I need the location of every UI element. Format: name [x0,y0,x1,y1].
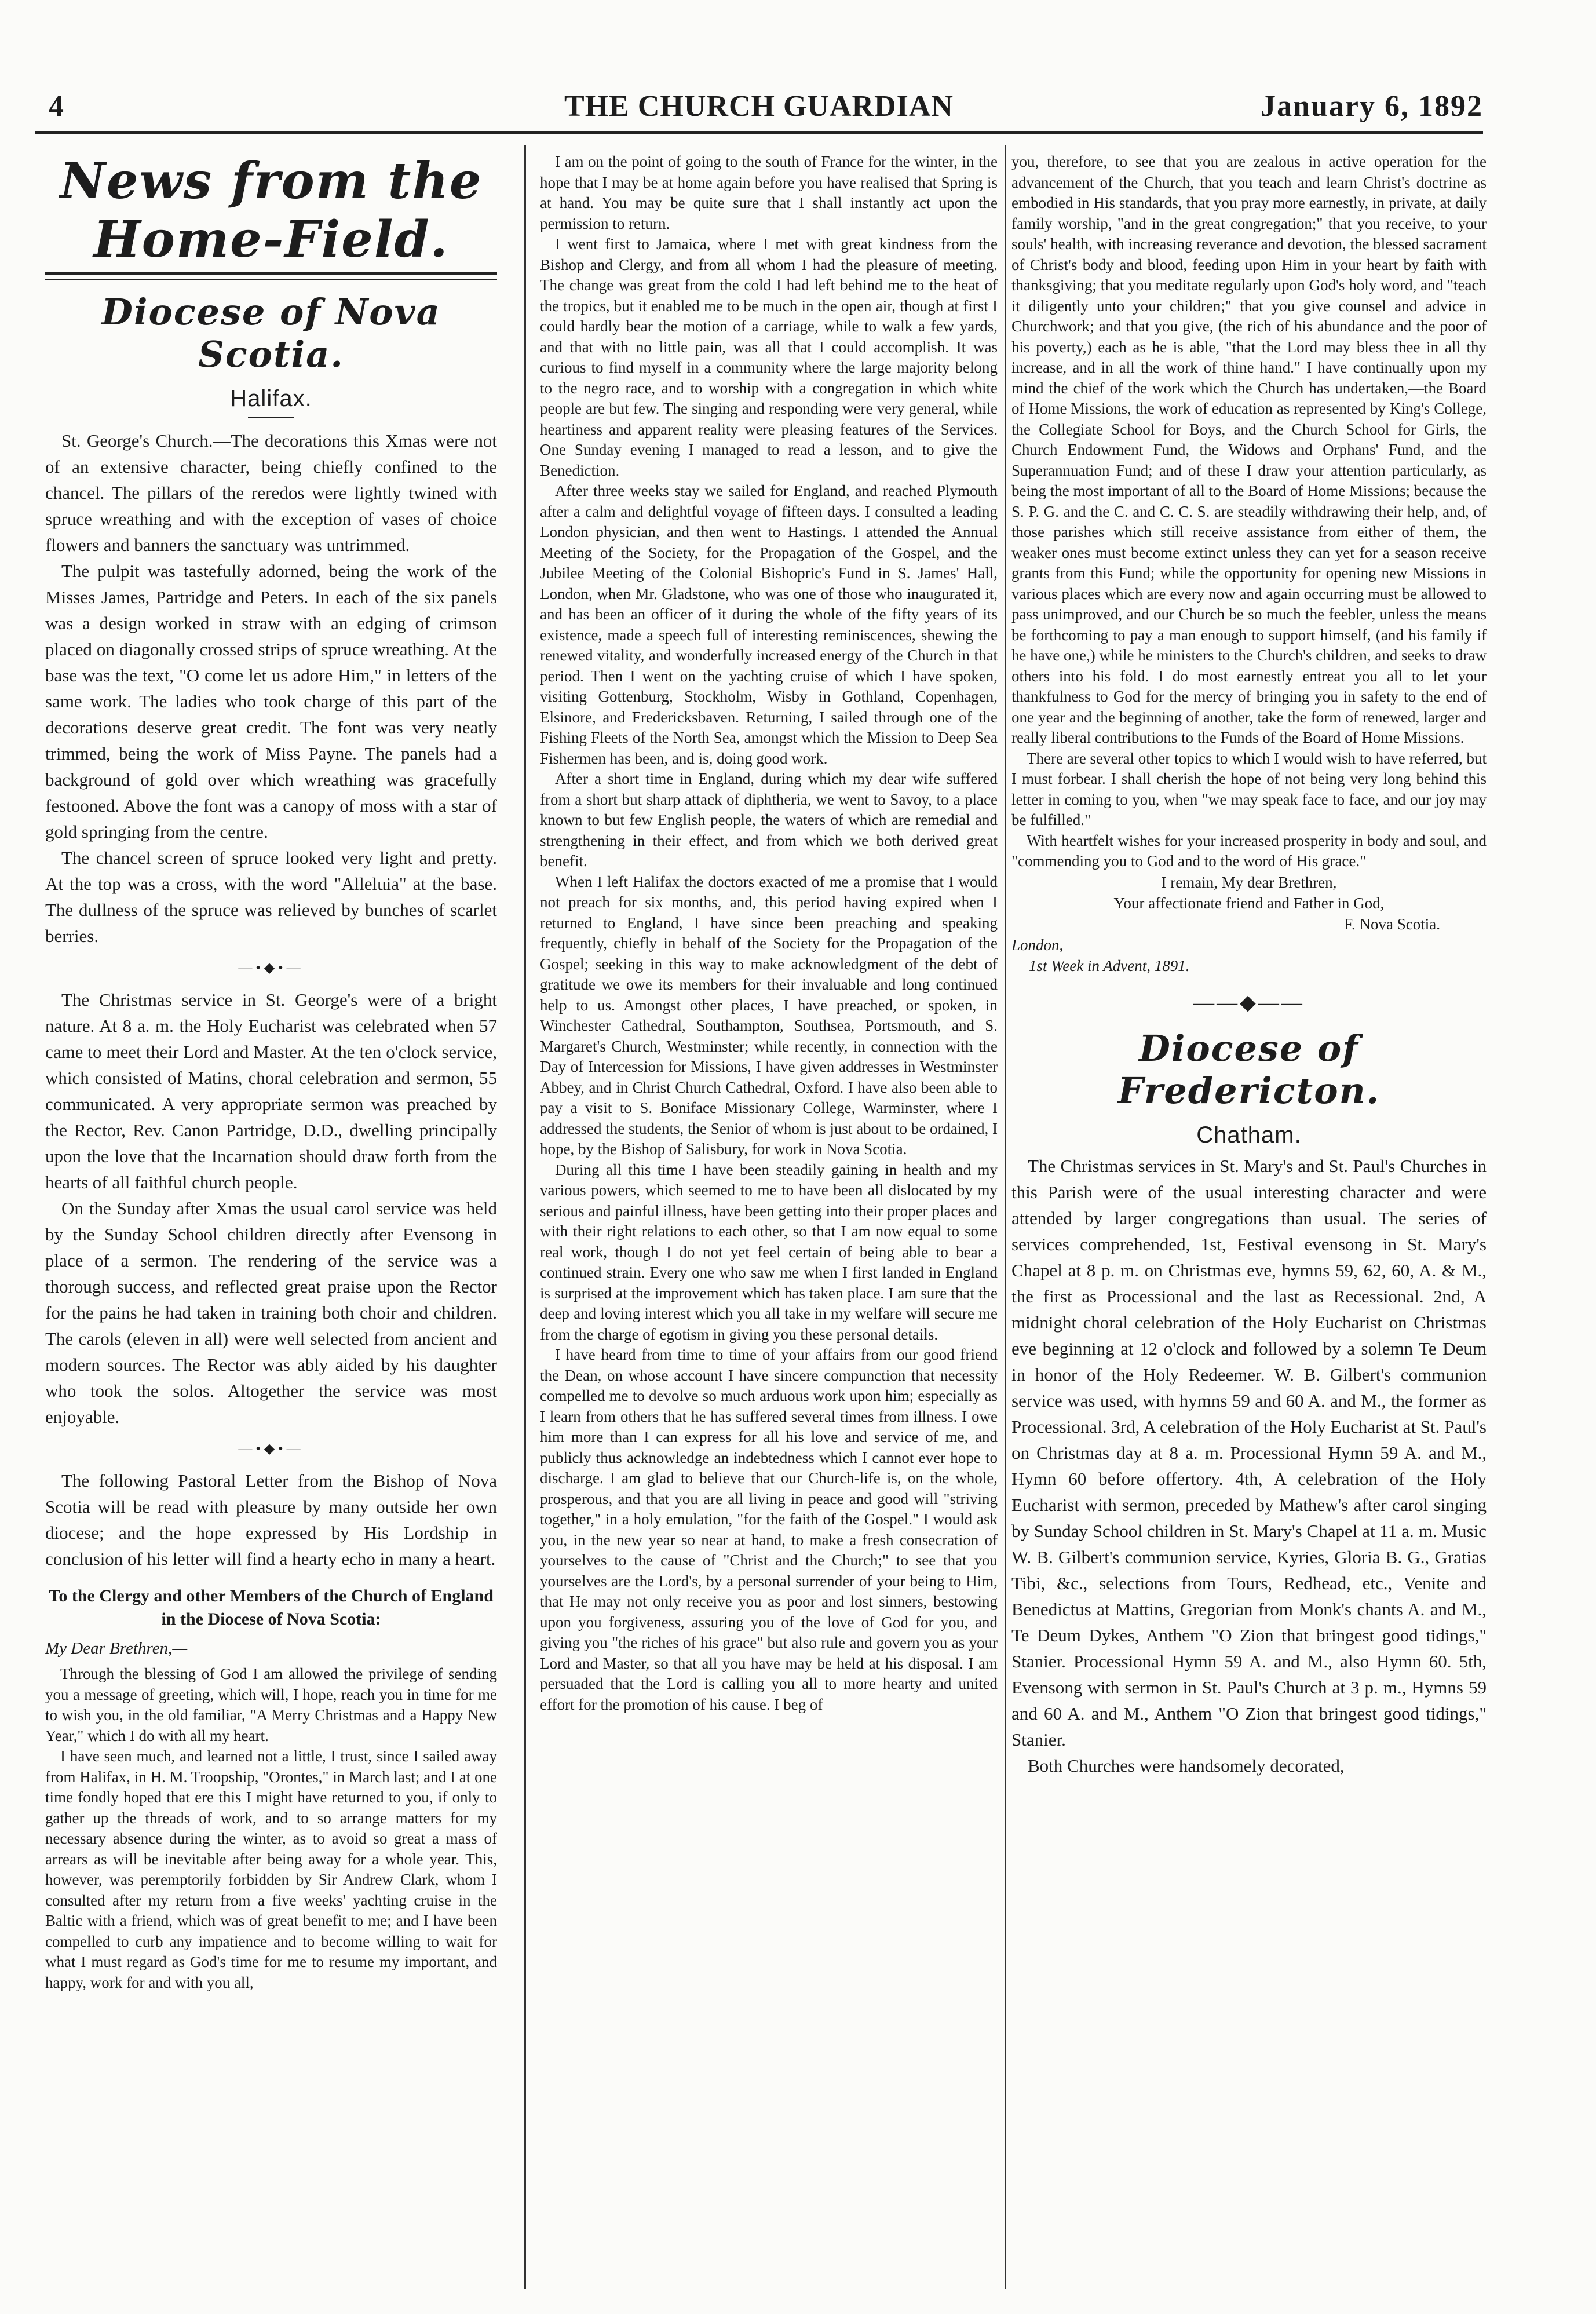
ornament-divider: —•◆•— [238,961,304,976]
signature-name: F. Nova Scotia. [1344,915,1440,933]
masthead-rule [45,272,497,280]
column-2 [540,152,998,2290]
paragraph: During all this time I have been steadily gaining in health and my various powers, which seemed to me to have been all dislocated by my serious and painful illness, have been getting into their proper places and with their right relations to each other, so that I am now equal to some real work, though I do not yet feel certain of being able to bear a continued strain. Every one who saw me when I first landed in England is surprised at the improvement which has taken place. I am sure that the deep and loving interest which you all take in my welfare will secure me from the charge of egotism in giving you these personal details. [540,1160,998,1343]
paragraph: Through the blessing of God I am allowed the privilege of sending you a message of greeting, which will, I hope, reach you in time for me to wish you, in the old familiar, "A Merry Christmas and a Happy New Year," which I do with all my heart. [45,1665,497,1744]
paragraph: After three weeks stay we sailed for England, and reached Plymouth after a calm and delightful voyage of fifteen days. I consulted a leading London physician, and then went to Hastings. I attended the Annual Meeting of the Society, for the Propagation of the Gospel, and the Jubilee Meeting of the Colonial Bishopric's Fund in S. James' Hall, London, when Mr. Gladstone, who was one of those who inaugurated it, and has been an officer of it during the whole of the fifty years of its existence, made a speech full of interesting reminiscences, shewing the renewed vitality, and wonderfully increased energy of the Church in that period. Then I went on the yachting cruise of which I have spoken, visiting Gottenburg, Stockholm, Wisby in Gothland, Copenhagen, Elsinore, and Fredericksbaven. Returning, I sailed through one of the Fishing Fleets of the North Sea, amongst which the Mission to Deep Sea Fishermen has been, and is, doing good work. [540,482,998,767]
paragraph: When I left Halifax the doctors exacted of me a promise that I would not preach for six months, and, this period having expired when I returned to England, I have since been preaching and speaking frequently, chiefly in behalf of the Society for the Propagation of the Gospel; seeking in this way to make acknowledgment of the debt of gratitude we owe its members for their invaluable and long continued help to us. Amongst other places, I have preached, or spoken, in Winchester Cathedral, Southampton, Southsea, Portsmouth, and S. Margaret's Church, Westminster; while recently, in connection with the Day of Intercession for Missions, I have given addresses in Westminster Abbey, and in Christ Church Cathedral, Oxford. I have also been able to pay a visit to S. Boniface Missionary College, Warminster, where I addressed the students, the Senior of whom is just about to be ordained, I hope, by the Bishop of Salisbury, for work in Nova Scotia. [540,873,998,1158]
place-heading: Halifax. [230,386,312,411]
column-divider [1005,145,1006,2289]
letter-signature [1011,872,1487,976]
place-heading: Chatham. [1196,1122,1302,1148]
paragraph: On the Sunday after Xmas the usual carol service was held by the Sunday School children directly after Evensong in place of a sermon. The rendering of the service was a thorough success, and reflected great praise upon the Rector for the pains he had taken in training both choir and children. The carols (eleven in all) were well selected from ancient and modern sources. The Rector was ably aided by his daughter who took the solos. Altogether the service was most enjoyable. [45,1198,497,1427]
diocese-heading: Diocese of Fredericton. [1117,1027,1380,1112]
paragraph: I have seen much, and learned not a little, I trust, since I sailed away from Halifax, in H. M. Troopship, "Orontes," in March last; and I at one time fondly hoped that ere this I might have returned to you, if only to gather up the threads of work, and to so arrange matters for my necessary absence during the winter, as to avoid so great a mass of arrears as will be inevitable after being away for a whole year. This, however, was peremptorily forbidden by Sir Andrew Clark, whom I consulted after my return from a five weeks' yachting cruise in the Baltic with a friend, which was of great benefit to me; and I have been compelled to curb any impatience and to become willing to wait for what I must regard as God's time for me to resume my important, and happy, work for and with you all, [45,1747,497,1991]
issue-date: January 6, 1892 [1261,90,1483,123]
paragraph: you, therefore, to see that you are zealous in active operation for the advancement of the Church, that you teach and learn Christ's doctrine as embodied in His standards, that you pray more earnestly, in private, at daily family worship, "and in the great congregation;" that you receive, to your souls' health, with increasing reverance and devotion, the blessed sacrament of Christ's body and blood, feeding upon Him in your heart by faith with thanksgiving; that you meditate regularly upon God's holy word, and "teach it diligently unto your children;" that you give counsel and advice in Churchwork; and that you give, (the rich of his abundance and the poor of his poverty,) each as he is able, "that the Lord may bless thee in all thy increase, and in all the work of thine hand." I have continually upon my mind the chief of the work which the Church has undertaken,—the Board of Home Missions, the work of education as represented by King's College, the Collegiate School for Boys, and the Church School for Girls, the Church Endowment Fund, the Widows and Orphans' Fund, and the Superannuation Fund; and of these I draw your attention particularly, as being the most important of all to the Board of Home Missions; because the S. P. G. and the C. and C. C. S. are steadily withdrawing their help, and, of those parishes which still receive assistance from either of them, the weaker ones must become extinct unless they can yet for a season receive grants from this Fund; while the opportunity for opening new Missions in various places which are every now and again occurring must be allowed to pass unimproved, and our Church be so much the feebler, unless the means be forthcoming to pay a man enough to support himself, (and his family if he have one,) while he ministers to the Church's children, and seeks to draw others into his fold. I do most earnestly entreat you all to let your thankfulness to God for the mercy of bringing you in safety to the end of one year and the beginning of another, take the form of renewed, larger and really liberal contributions to the Funds of the Board of Home Missions. [1011,153,1487,746]
paragraph: Both Churches were handsomely decorated, [1028,1755,1345,1776]
page-number: 4 [49,90,64,123]
page-header [35,87,1483,127]
paragraph: After a short time in England, during which my dear wife suffered from a short but sharp attack of diphtheria, we went to Savoy, to a place known to but few English people, the waters of which are remedial and strengthening in their effect, and from which we both derived great benefit. [540,770,998,870]
section-masthead: News from the Home-Field. [60,152,483,269]
paragraph: St. George's Church.—The decorations this Xmas were not of an extensive character, being chiefly confined to the chancel. The pillars of the reredos were lightly twined with spruce wreathing and with the exception of vases of choice flowers and banners the sanctuary was untrimmed. [45,430,497,555]
paragraph: I have heard from time to time of your affairs from our good friend the Dean, on whose account I have sincere compunction that necessity compelled me to devolve so much arduous work upon him; especially as I learn from others that he has suffered several times from illness. I owe him more than I can express for all his love and service of me, and publicly thus acknowledge an indebtedness which I cannot ever hope to discharge. I am glad to believe that our Church-life is, on the whole, prosperous, and that you are all living in peace and good will "striving together," in a holy emulation, "for the faith of the Gospel." I would ask you, in the new year so near at hand, to make a fresh consecration of yourselves to the cause of "Christ and the Church;" to see that you yourselves are the Lord's, by a personal surrender of your being to Him, that He may not only receive you as poor and lost sinners, bestowing upon you forgiveness, assuring you of the love of God for you, and giving you "the riches of his grace" but also rule and govern you as your Lord and Master, so that all you have may be held at his disposal. I am persuaded that the Lord is calling you all to more hearty and united effort for the promotion of his cause. I beg of [540,1346,998,1713]
letter-salutation: My Dear Brethren,— [45,1639,188,1658]
paragraph: I am on the point of going to the south of France for the winter, in the hope that I may be at home again before you have realised that Spring is at hand. You may be quite sure that I shall instantly act upon the permission to return. [540,153,998,232]
paragraph: The following Pastoral Letter from the Bishop of Nova Scotia will be read with pleasure by many outside her own diocese; and the hope expressed by His Lordship in conclusion of his letter will find a hearty echo in many a heart. [45,1470,497,1569]
ornament-divider: ——◆—— [1193,990,1305,1014]
paragraph: There are several other topics to which I would wish to have referred, but I must forbear. I shall cherish the hope of not being very long behind this letter in coming to you, when "we may speak face to face, and our joy may be fulfilled." [1011,749,1487,828]
paragraph: With heartfelt wishes for your increased prosperity in body and soul, and "commending you to God and to the word of His grace." [1011,831,1487,870]
paragraph: The Christmas service in St. George's were of a bright nature. At 8 a. m. the Holy Eucharist was celebrated when 57 came to meet their Lord and Master. At the ten o'clock service, which consisted of Matins, choral celebration and sermon, 55 communicated. A very appropriate sermon was preached by the Rector, Rev. Canon Partridge, D.D., dwelling principally upon the love that the Incarnation should draw forth from the hearts of all faithful church people. [45,990,497,1192]
signature-place: London, [1011,936,1064,954]
signature-line: I remain, My dear Brethren, [1161,873,1337,891]
header-rule [35,131,1483,134]
paragraph: The Christmas services in St. Mary's and St. Paul's Churches in this Parish were of the usual interesting character and were attended by larger congregations than usual. The series of services comprehended, 1st, Festival evensong in St. Mary's Chapel at 8 p. m. on Christmas eve, hymns 59, 62, 60, A. & M., the first as Processional and the last as Recessional. 2nd, A midnight choral celebration of the Holy Eucharist on Christmas eve beginning at 12 o'clock and followed by a solemn Te Deum in honor of the Holy Redeemer. W. B. Gilbert's communion service was used, with hymns 59 and 60 A. and M., the former as Processional. 3rd, A celebration of the Holy Eucharist at St. Paul's on Christmas day at 8 a. m. Processional Hymn 59 A. and M., Hymn 60 before offertory. 4th, A celebration of the Holy Eucharist with sermon, preceded by Mathew's after carol singing by Sunday School children in St. Mary's Chapel at 11 a. m. Music W. B. Gilbert's communion service, Kyries, Gloria B. G., Gratias Tibi, &c., selections from Tours, Redhead, etc., Venite and Benedictus at Mattins, Gregorian from Monk's chants A. and M., Te Deum Dykes, Anthem "O Zion that bringest good tidings," Stanier. Processional Hymn 59 A. and M., also Hymn 60. 5th, Evensong with sermon in St. Paul's Church at 3 p. m., Hymns 59 and 60 A. and M., Anthem "O Zion that bringest good tidings," Stanier. [1011,1155,1487,1750]
newspaper-title: THE CHURCH GUARDIAN [564,90,954,123]
ornament-divider: —•◆•— [238,1441,304,1457]
signature-line: Your affectionate friend and Father in God, [1113,894,1385,912]
diocese-heading: Diocese of Nova Scotia. [101,291,441,375]
short-rule [248,417,294,418]
paragraph: The pulpit was tastefully adorned, being the work of the Misses James, Partridge and Peters. In each of the six panels was a design worked in straw with an edging of crimson placed on diagonally crossed strips of spruce wreathing. At the base was the text, "O come let us adore Him," in letters of the same work. The ladies who took charge of this part of the decorations deserve great credit. The font was very neatly trimmed, being the work of Miss Payne. The panels had a background of gold over which wreathing was gracefully festooned. Above the font was a canopy of moss with a star of gold springing from the centre. [45,561,497,842]
paragraph: The chancel screen of spruce looked very light and pretty. At the top was a cross, with the word "Alleluia" at the base. The dullness of the spruce was relieved by bunches of scarlet berries. [45,848,497,946]
column-3 [1011,152,1487,2290]
letter-address: To the Clergy and other Members of the Church of England in the Diocese of Nova Scotia: [49,1586,494,1629]
signature-date: 1st Week in Advent, 1891. [1029,957,1190,974]
column-1 [45,152,497,2290]
paragraph: I went first to Jamaica, where I met with great kindness from the Bishop and Clergy, and from all whom I had the pleasure of meeting. The change was great from the cold I had left behind me to the heat of the tropics, but it enabled me to be much in the open air, though at first I could hardly bear the motion of a carriage, while to walk a few yards, and that with no little pain, was all that I could accomplish. It was curious to find myself in a community where the large majority belong to the negro race, and to worship with a congregation in which white people are but few. The singing and responding were very general, while heartiness and apparent reality were pleasing features of the Services. One Sunday evening I managed to read a lesson, and to give the Benediction. [540,235,998,479]
column-divider [524,145,526,2289]
